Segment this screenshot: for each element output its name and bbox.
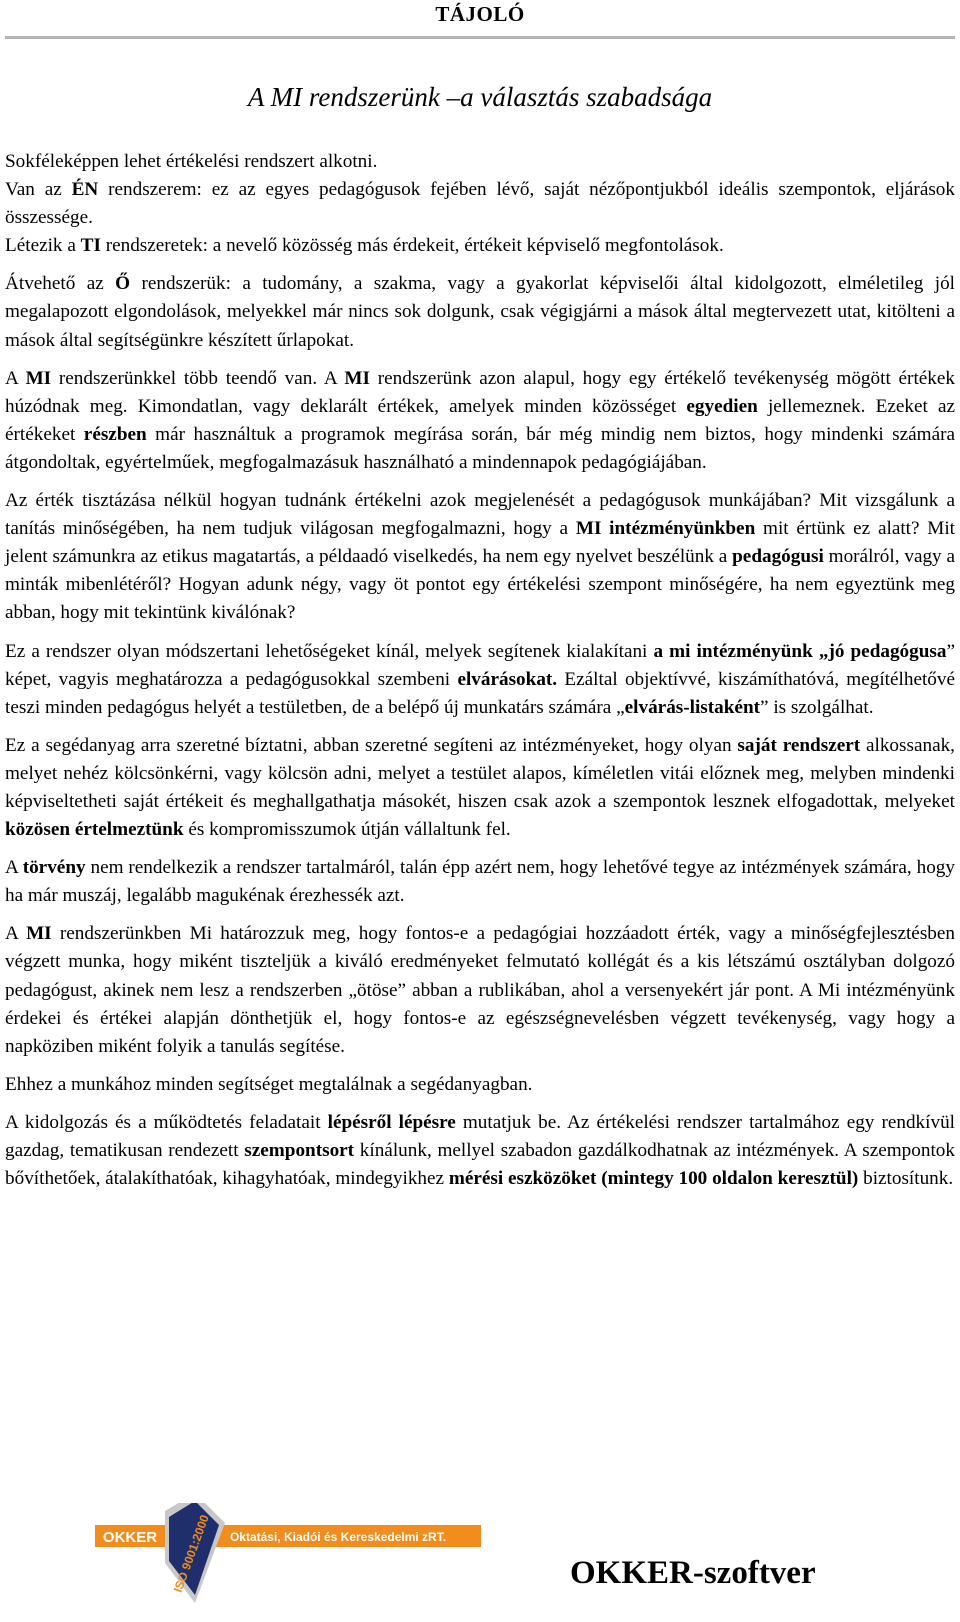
text-run: Ehhez a munkához minden segítséget megtalálnak a segédanyagban. — [5, 1073, 533, 1095]
bold-text: lépésről lépésre — [327, 1111, 456, 1133]
bold-text: MI — [344, 367, 370, 389]
bold-text: elvárásokat. — [457, 668, 558, 690]
body-paragraph — [5, 487, 955, 627]
bold-text: közösen értelmeztünk — [5, 819, 184, 841]
text-run: nem rendelkezik a rendszer tartalmáról, talán épp azért nem, hogy lehetővé tegye az intézmények számára, hogy ha már muszáj, legalább magukénak érezhessék azt. — [5, 857, 955, 907]
text-run: morálról, vagy a minták mibenlétéről? Hogyan adunk négy, vagy öt pontot egy értékelési szempont minőségére, ha nem egyeztünk meg abban, hogy mit tekintünk kiválónak? — [5, 546, 955, 624]
body-paragraph — [5, 232, 955, 260]
bold-text: a mi intézményünk „jó pedagógusa — [653, 640, 947, 662]
bold-text: szempontsort — [244, 1140, 355, 1161]
bold-text: törvény — [22, 857, 86, 879]
text-run: Ez a segédanyag arra szeretné bíztatni, abban szeretné segíteni az intézményeket, hogy olyan — [5, 734, 738, 756]
text-run: Az érték tisztázása nélkül hogyan tudnánk értékelni azok megjelenését a pedagógusok munkájában? Mit vizsgálunk a tanítás minőségében, ha nem tudjuk világosan megfogalmazni, hogy a — [5, 490, 955, 540]
body-paragraph — [5, 1109, 955, 1193]
text-run: rendszerünk azon alapul, hogy egy értékelő tevékenység mögött értékek húzódnak meg. Kimondatlan, vagy deklarált értékek, amelyek minden közösséget — [5, 367, 955, 417]
text-run: kínálunk, mellyel szabadon gazdálkodhatnak az intézmények. A szempontok bővíthetőek, átalakíthatóak, kihagyhatóak, mindegyikhez — [5, 1140, 955, 1190]
bold-text: pedagógusi — [732, 546, 824, 568]
document-title: A MI rendszerünk –a választás szabadsága — [247, 82, 713, 112]
bold-text: saját rendszert — [737, 734, 861, 756]
body-paragraph — [5, 1071, 955, 1099]
product-name: OKKER-szoftver — [570, 1555, 816, 1591]
logo-company-text: Oktatási, Kiadói és Kereskedelmi zRT. — [229, 1530, 447, 1544]
header-divider — [5, 36, 955, 39]
text-run: A — [5, 857, 23, 879]
body-paragraph — [5, 732, 955, 844]
body-paragraph — [5, 365, 955, 477]
body-paragraph — [5, 638, 955, 722]
bold-text: Ő — [115, 273, 131, 295]
bold-text: MI — [26, 923, 52, 945]
body-paragraph — [5, 148, 955, 176]
body-paragraph — [5, 270, 955, 354]
document-body — [5, 148, 955, 1203]
text-run: ” is szolgálhat. — [760, 696, 874, 718]
text-run: A — [5, 923, 27, 945]
text-run: jellemeznek. Ezeket az értékeket — [5, 395, 956, 445]
bold-text: TI — [80, 235, 101, 257]
text-run: mit értünk ez alatt? Mit jelent számunkra az etikus magatartás, a példaadó viselkedés, ha nem egy nyelvet beszélünk a — [5, 518, 956, 568]
text-run: rendszeretek: a nevelő közösség más érdekeit, értékeit képviselő megfontolások. — [100, 235, 724, 257]
section-title: TÁJOLÓ — [435, 2, 525, 26]
bold-text: MI — [25, 367, 52, 389]
body-paragraph — [5, 176, 955, 232]
text-run: már használtuk a programok megírása során, bár még mindig nem biztos, hogy mindenki számára átgondoltak, egyértelműek, megfogalmazásuk használható a mindennapok pedagógiájában. — [5, 423, 955, 473]
text-run: rendszerem: ez az egyes pedagógusok fejében lévő, saját nézőpontjukból ideális szempontok, eljárások összessége. — [5, 179, 955, 229]
bold-text: részben — [83, 423, 147, 445]
text-run: Létezik a — [5, 235, 81, 257]
bold-text: elvárás-listaként — [624, 696, 761, 718]
text-run: Ezáltal objektívvé, kiszámíthatóvá, megítélhetővé teszi minden pedagógus helyét a testületben, de a belépő új munkatárs számára „ — [5, 668, 955, 718]
text-run: Van az — [5, 179, 72, 201]
text-run: Átvehető az — [5, 273, 116, 295]
okker-logo — [95, 1503, 535, 1603]
text-run: Ez a rendszer olyan módszertani lehetőségeket kínál, melyek segítenek kialakítani — [5, 640, 654, 662]
bold-text: egyedien — [686, 395, 758, 417]
bold-text: ÉN — [71, 179, 99, 201]
body-paragraph — [5, 920, 955, 1060]
bold-text: mérési eszközöket (mintegy 100 oldalon keresztül) — [448, 1168, 859, 1190]
text-run: rendszerük: a tudomány, a szakma, vagy a gyakorlat képviselői által kidolgozott, elméletileg jól megalapozott elgondolások, melyekkel már nincs sok dolgunk, csak végigjárni a mások által megtervezett utat, kitölteni a mások által segítségünkre készített űrlapokat. — [5, 273, 955, 351]
text-run: alkossanak, melyet nehéz kölcsönkérni, vagy kölcsön adni, melyet a testület alapos, kíméletlen vitái előznek meg, melyben mindenki képviseltetheti saját értékeit és meghallgathatja másokét, hiszen csak azok a szempontok lesznek elfogadottak, melyeket — [5, 734, 955, 812]
text-run: rendszerünkben Mi határozzuk meg, hogy fontos-e a pedagógiai hozzáadott érték, vagy a minőségfejlesztésben végzett munka, hogy miként tiszteljük a kiváló eredményeket felmutató kollégát és a kis létszámú osztályban dolgozó pedagógust, akinek nem lesz a rendszerben „ötöse” abban a rublikában, ahol a versenyekért jár pont. A Mi intézményünk érdekei és értékei alapján dönthetjük el, hogy fontos-e az egészségnevelésben végzett tevékenység, vagy hogy a napköziben miként folyik a tanulás segítése. — [5, 923, 955, 1057]
logo-cert-text: ISO 9001:2000 — [170, 1512, 212, 1595]
text-run: mutatjuk be. Az értékelési rendszer tartalmához egy rendkívül gazdag, tematikusan rendezett — [5, 1111, 955, 1161]
bold-text: MI intézményünkben — [575, 518, 756, 540]
text-run: A — [5, 367, 26, 389]
text-run: ” képet, vagyis meghatározza a pedagógusokkal szembeni — [5, 640, 956, 690]
text-run: Sokféleképpen lehet értékelési rendszert alkotni. — [5, 151, 378, 172]
logo-brand-text: OKKER — [102, 1529, 158, 1546]
text-run: A kidolgozás és a működtetés feladatait — [5, 1111, 328, 1133]
text-run: és kompromisszumok útján vállaltunk fel. — [183, 819, 511, 841]
body-paragraph — [5, 854, 955, 910]
text-run: rendszerünkkel több teendő van. A — [51, 367, 345, 389]
text-run: biztosítunk. — [858, 1168, 954, 1190]
